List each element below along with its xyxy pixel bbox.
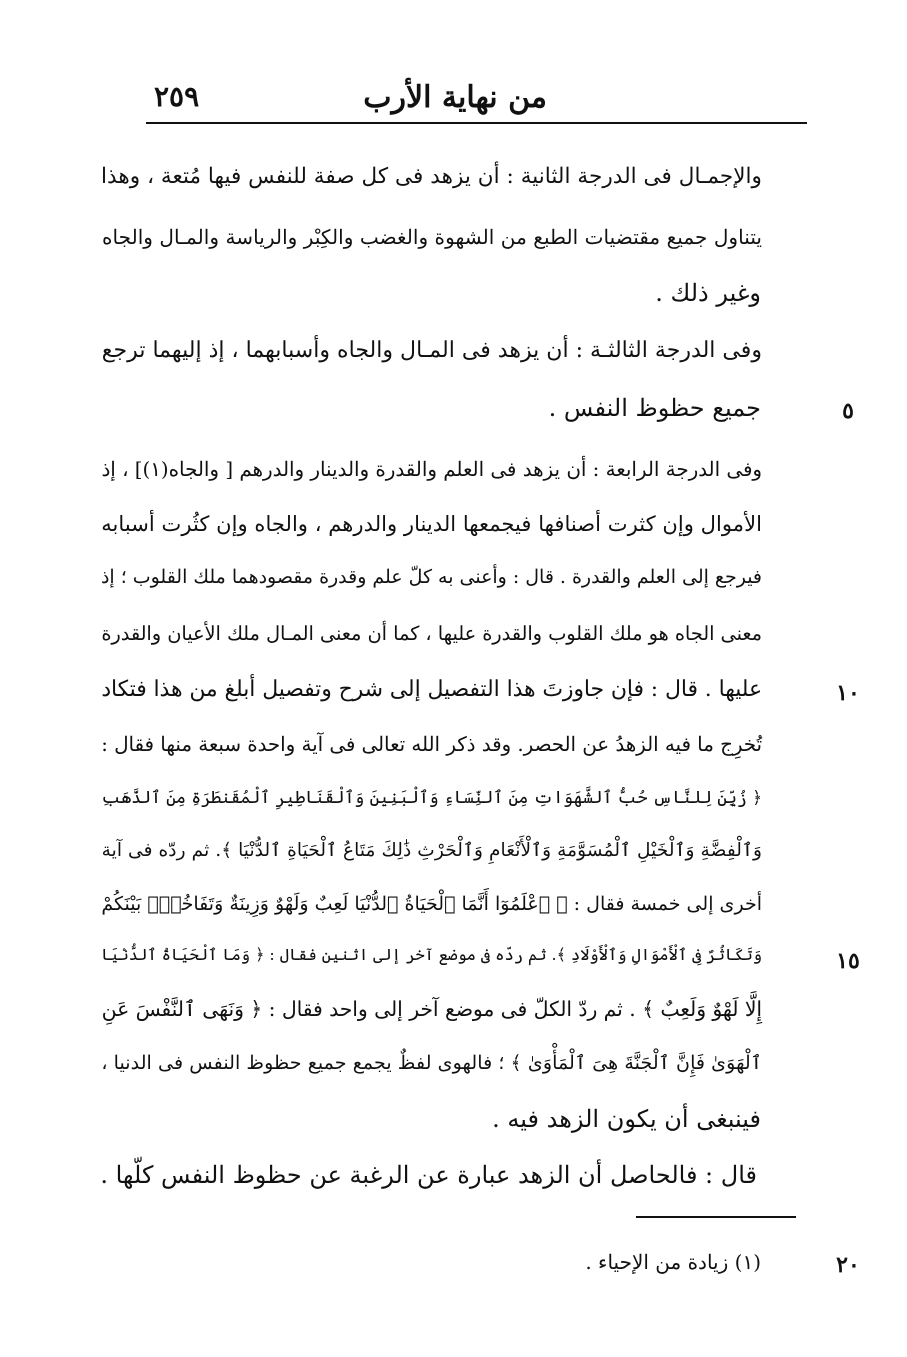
quran-line-1: ﴿ زُيِّنَ لِلنَّاسِ حُبُّ ٱلشَّهَوَاتِ مِنَ ٱلنِّسَاءِ وَٱلْبَنِينَ وَٱلْقَنَاطِيرِ ٱلْمُقَنطَرَةِ مِنَ ٱلذَّهَبِ — [101, 787, 762, 807]
text-line-6: وفى الدرجة الرابعة : أن يزهد فى العلم والقدرة والدينار والدرهم [ والجاه(١)] ، إذ — [101, 458, 762, 481]
quran-line-5: إِلَّا لَهْوٌ وَلَعِبٌ ﴾ . ثم ردّ الكلّ فى موضع آخر إلى واحد فقال : ﴿ وَنَهَى ٱلنَّفْسَ عَنِ — [101, 997, 762, 1021]
text-line-12: فينبغى أن يكون الزهد فيه . — [492, 1105, 761, 1133]
margin-line-number-20: ٢٠ — [836, 1252, 860, 1278]
running-header — [146, 74, 807, 118]
text-line-3: وغير ذلك . — [655, 279, 761, 307]
footnote: (١) زيادة من الإحياء . — [585, 1250, 761, 1274]
text-line-7: الأموال وإن كثرت أصنافها فيجمعها الدينار والدرهم ، والجاه وإن كثُرت أسبابه — [101, 511, 762, 536]
text-line-9: معنى الجاه هو ملك القلوب والقدرة عليها ، كما أن معنى المـال ملك الأعيان والقدرة — [101, 622, 762, 645]
footnote-rule — [636, 1216, 796, 1218]
margin-line-number-15: ١٥ — [836, 948, 860, 974]
quran-line-4: وَتَكَاثُرٌ فِى ٱلْأَمْوَالِ وَٱلْأَوْلَادِ ﴾. ثم ردّه فى موضع آخر إلى اثنين فقال : ﴿ وَمَا ٱلْحَيَاةُ ٱلدُّنْيَا — [101, 945, 762, 964]
quran-line-3: أخرى إلى خمسة فقال : ﴿ ٱعْلَمُوٓا أَنَّمَا ٱلْحَيَاةُ ٱلدُّنْيَا لَعِبٌ وَلَهْوٌ وَزِينَةٌ وَتَفَاخُرٌۢ بَيْنَكُمْ — [101, 893, 762, 915]
concluding-line: قال : فالحاصل أن الزهد عبارة عن الرغبة عن حظوظ النفس كلّها . — [100, 1161, 757, 1189]
text-line-11: تُخرِج ما فيه الزهدُ عن الحصر. وقد ذكر الله تعالى فى آية واحدة سبعة منها فقال : — [101, 733, 762, 756]
margin-line-number-5: ٥ — [842, 398, 854, 424]
running-title: من نهاية الأرب — [363, 80, 547, 115]
text-line-2: يتناول جميع مقتضيات الطبع من الشهوة والغضب والكِبْر والرياسة والمـال والجاه — [101, 225, 762, 249]
text-line-10: عليها . قال : فإن جاوزتَ هذا التفصيل إلى شرح وتفصيل أبلغ من هذا فتكاد — [101, 677, 762, 702]
quran-line-2: وَٱلْفِضَّةِ وَٱلْخَيْلِ ٱلْمُسَوَّمَةِ وَٱلْأَنْعَامِ وَٱلْحَرْثِ ذَٰلِكَ مَتَاعُ ٱلْحَيَاةِ ٱلدُّنْيَا ﴾. ثم ردّه فى آية — [101, 840, 762, 861]
text-line-8: فيرجع إلى العلم والقدرة . قال : وأعنى به كلّ علم وقدرة مقصودهما ملك القلوب ؛ إذ — [100, 566, 762, 588]
page-number: ٢٥٩ — [154, 80, 200, 113]
quran-line-6: ٱلْهَوَىٰ فَإِنَّ ٱلْجَنَّةَ هِىَ ٱلْمَأْوَىٰ ﴾ ؛ فالهوى لفظٌ يجمع جميع حظوظ النفس فى الدنيا ، — [101, 1051, 762, 1074]
header-rule — [146, 122, 807, 124]
text-line-1: والإجمـال فى الدرجة الثانية : أن يزهد فى كل صفة للنفس فيها مُتعة ، وهذا — [101, 164, 762, 189]
margin-line-number-10: ١٠ — [836, 680, 860, 706]
text-line-5: جميع حظوظ النفس . — [548, 394, 761, 422]
text-line-4: وفى الدرجة الثالثـة : أن يزهد فى المـال والجاه وأسبابهما ، إذ إليهما ترجع — [101, 338, 762, 363]
